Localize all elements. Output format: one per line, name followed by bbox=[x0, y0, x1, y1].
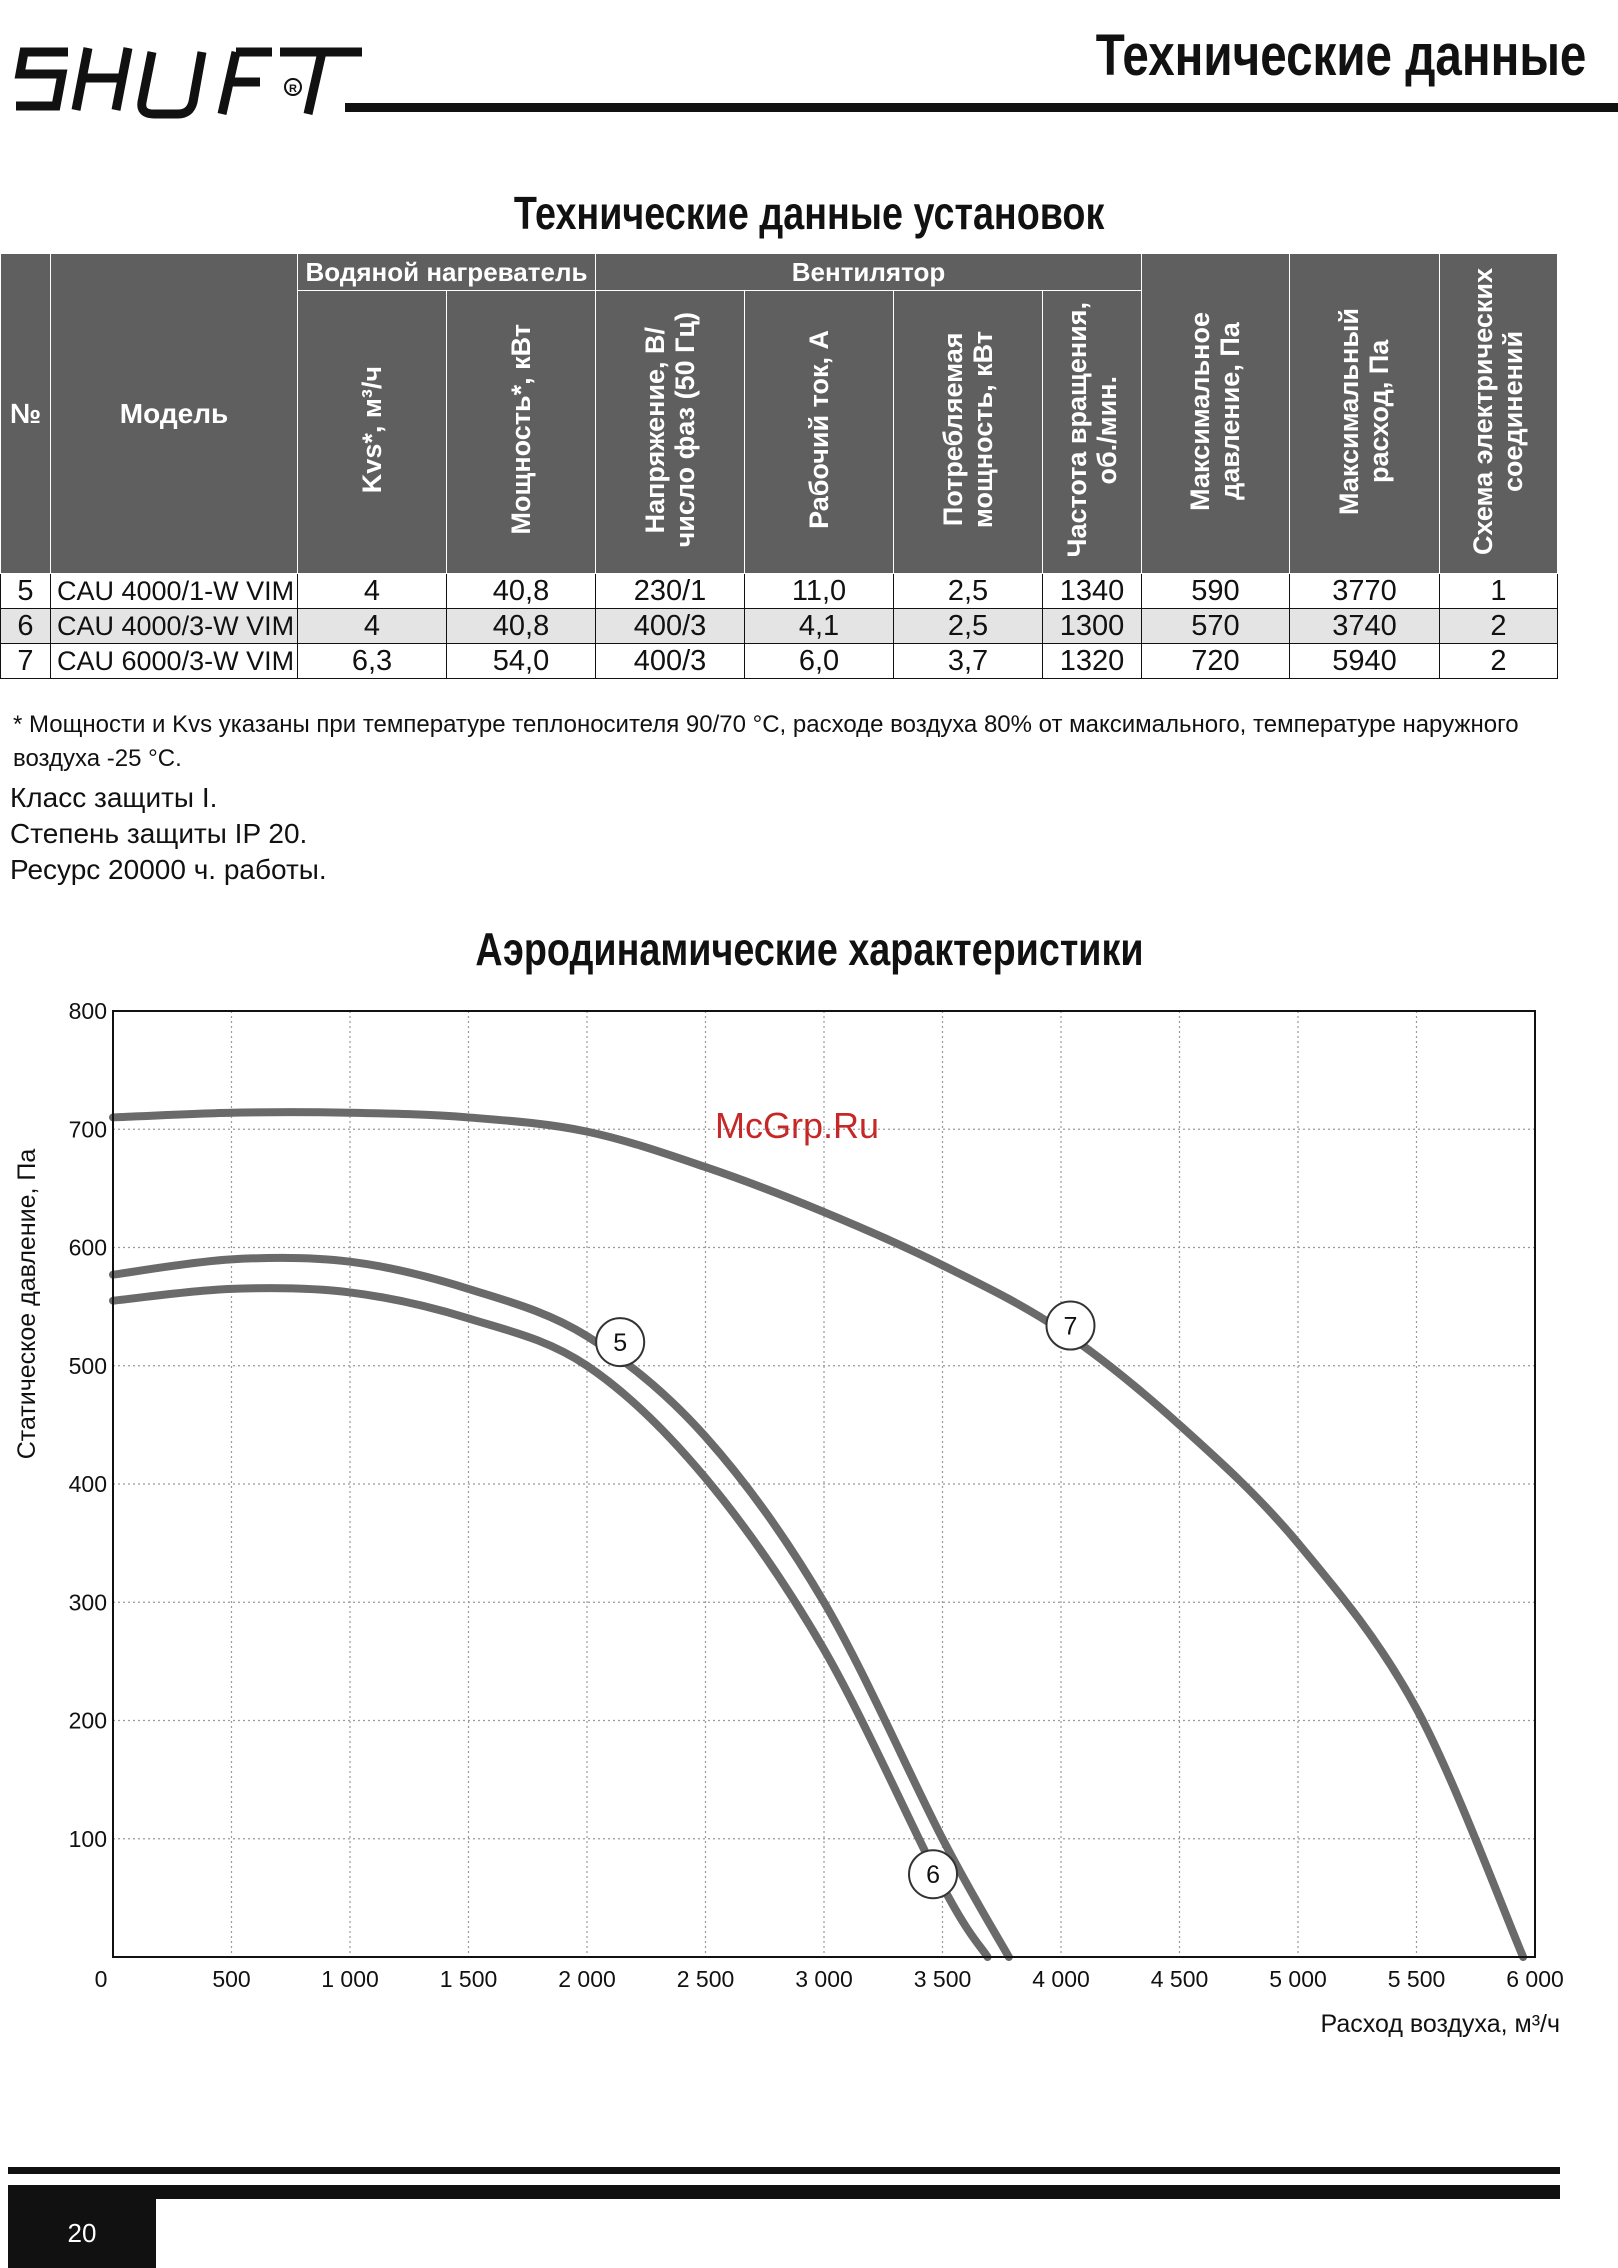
table-section-title-text: Технические данные установок bbox=[513, 187, 1105, 239]
shuft-logo bbox=[10, 30, 370, 140]
cell-rpm: 1300 bbox=[1043, 609, 1142, 644]
col-header-heat-power bbox=[447, 291, 596, 574]
y-tick-label: 600 bbox=[68, 1234, 107, 1261]
y-tick-label: 100 bbox=[68, 1825, 107, 1852]
col-header-max-flow-text: Максимальный расход, Па bbox=[1334, 307, 1395, 515]
col-header-rpm-text: Частота вращения, об./мин. bbox=[1061, 301, 1122, 558]
cell-current: 6,0 bbox=[745, 644, 894, 679]
y-tick-label: 400 bbox=[68, 1471, 107, 1497]
cell-kvs: 4 bbox=[298, 609, 447, 644]
col-header-kvs-text: Kvs*, м³/ч bbox=[356, 365, 387, 494]
col-header-kvs bbox=[298, 291, 447, 574]
table-section-title bbox=[0, 186, 1618, 240]
cell-voltage: 400/3 bbox=[596, 644, 745, 679]
cell-max-pressure: 590 bbox=[1142, 574, 1290, 609]
cell-current: 4,1 bbox=[745, 609, 894, 644]
cell-max-pressure: 720 bbox=[1142, 644, 1290, 679]
page-header-title: Технические данные bbox=[1095, 23, 1586, 88]
cell-no: 5 bbox=[1, 574, 51, 609]
curve-series-6 bbox=[113, 1288, 988, 1957]
x-tick-label: 2 500 bbox=[676, 1966, 735, 1992]
y-tick-label: 200 bbox=[68, 1707, 107, 1734]
cell-consumed-power: 3,7 bbox=[894, 644, 1043, 679]
page-number: 20 bbox=[8, 2199, 156, 2268]
cell-heat-power: 40,8 bbox=[447, 574, 596, 609]
cell-current: 11,0 bbox=[745, 574, 894, 609]
cell-max-pressure: 570 bbox=[1142, 609, 1290, 644]
x-tick-label: 5 000 bbox=[1269, 1966, 1327, 1992]
x-tick-label: 4 000 bbox=[1032, 1966, 1090, 1992]
x-tick-label: 500 bbox=[212, 1966, 251, 1992]
header-rule bbox=[345, 103, 1618, 112]
x-tick-label: 0 bbox=[94, 1966, 108, 1992]
cell-voltage: 400/3 bbox=[596, 609, 745, 644]
cell-rpm: 1320 bbox=[1043, 644, 1142, 679]
col-header-current bbox=[745, 291, 894, 574]
col-header-voltage-text: Напряжение, В/ число фаз (50 Гц) bbox=[639, 311, 700, 548]
spec-table bbox=[0, 253, 1558, 679]
table-row bbox=[1, 609, 1558, 644]
col-header-consumed-power-text: Потребляемая мощность, кВт bbox=[937, 330, 998, 529]
group-header-fan: Вентилятор bbox=[596, 254, 1142, 291]
y-tick-label: 700 bbox=[68, 1116, 107, 1143]
chart-section-title bbox=[0, 922, 1618, 976]
col-header-model: Модель bbox=[51, 254, 298, 574]
aerodynamic-chart bbox=[0, 990, 1618, 2040]
x-tick-label: 3 500 bbox=[913, 1966, 972, 1992]
cell-heat-power: 40,8 bbox=[447, 609, 596, 644]
cell-max-flow: 5940 bbox=[1290, 644, 1440, 679]
series-label-6: 6 bbox=[926, 1861, 940, 1890]
footer-rule-thick bbox=[8, 2185, 1560, 2199]
cell-heat-power: 54,0 bbox=[447, 644, 596, 679]
y-tick-label: 800 bbox=[68, 998, 107, 1024]
curve-series-7 bbox=[113, 1112, 1523, 1957]
cell-model: CAU 6000/3-W VIM bbox=[51, 644, 298, 679]
col-header-voltage bbox=[596, 291, 745, 574]
watermark: McGrp.Ru bbox=[715, 1105, 880, 1146]
x-tick-label: 5 500 bbox=[1387, 1966, 1446, 1992]
series-label-7: 7 bbox=[1063, 1312, 1078, 1341]
cell-max-flow: 3770 bbox=[1290, 574, 1440, 609]
note-protection-class: Класс защиты I. bbox=[10, 782, 218, 813]
note-ip-rating: Степень защиты IP 20. bbox=[10, 818, 308, 849]
chart-curves bbox=[113, 1112, 1523, 1957]
cell-no: 7 bbox=[1, 644, 51, 679]
cell-kvs: 4 bbox=[298, 574, 447, 609]
cell-wiring: 2 bbox=[1440, 609, 1558, 644]
y-axis-label: Статическое давление, Па bbox=[13, 1148, 41, 1460]
col-header-no: № bbox=[1, 254, 51, 574]
cell-max-flow: 3740 bbox=[1290, 609, 1440, 644]
y-tick-label: 500 bbox=[68, 1352, 107, 1379]
col-header-wiring-text: Схема электрических соединений bbox=[1468, 267, 1529, 555]
curve-series-5 bbox=[113, 1258, 1009, 1957]
col-header-heat-power-text: Мощность*, кВт bbox=[505, 324, 536, 535]
col-header-consumed-power bbox=[894, 291, 1043, 574]
cell-wiring: 2 bbox=[1440, 644, 1558, 679]
x-tick-label: 4 500 bbox=[1150, 1966, 1209, 1992]
x-tick-label: 1 500 bbox=[439, 1966, 498, 1992]
col-header-current-text: Рабочий ток, А bbox=[803, 330, 834, 529]
footer-rule-thin bbox=[8, 2167, 1560, 2174]
col-header-wiring bbox=[1440, 254, 1558, 574]
x-tick-label: 6 000 bbox=[1506, 1966, 1564, 1992]
x-tick-label: 2 000 bbox=[558, 1966, 616, 1992]
x-tick-label: 3 000 bbox=[795, 1966, 853, 1992]
cell-model: CAU 4000/1-W VIM bbox=[51, 574, 298, 609]
table-row bbox=[1, 644, 1558, 679]
series-label-5: 5 bbox=[613, 1329, 628, 1358]
cell-wiring: 1 bbox=[1440, 574, 1558, 609]
group-header-heater: Водяной нагреватель bbox=[298, 254, 596, 291]
cell-model: CAU 4000/3-W VIM bbox=[51, 609, 298, 644]
col-header-max-pressure bbox=[1142, 254, 1290, 574]
cell-voltage: 230/1 bbox=[596, 574, 745, 609]
chart-section-title-text: Аэродинамические характеристики bbox=[474, 923, 1144, 975]
cell-kvs: 6,3 bbox=[298, 644, 447, 679]
note-service-life: Ресурс 20000 ч. работы. bbox=[10, 854, 327, 885]
chart-ticks bbox=[69, 998, 1564, 1992]
col-header-max-pressure-text: Максимальное давление, Па bbox=[1185, 311, 1246, 511]
cell-consumed-power: 2,5 bbox=[894, 609, 1043, 644]
cell-consumed-power: 2,5 bbox=[894, 574, 1043, 609]
cell-rpm: 1340 bbox=[1043, 574, 1142, 609]
y-tick-label: 300 bbox=[68, 1589, 107, 1616]
svg-text:R: R bbox=[289, 83, 297, 95]
col-header-rpm bbox=[1043, 291, 1142, 574]
table-row bbox=[1, 574, 1558, 609]
x-tick-label: 1 000 bbox=[321, 1966, 379, 1992]
x-axis-label: Расход воздуха, м³/ч bbox=[1320, 2010, 1560, 2038]
cell-no: 6 bbox=[1, 609, 51, 644]
chart-grid bbox=[113, 1011, 1535, 1957]
footnote: * Мощности и Kvs указаны при температуре теплоносителя 90/70 °С, расходе воздуха 80% от максимального, температуре наружного воздуха -25 °С. bbox=[13, 711, 1519, 772]
col-header-max-flow bbox=[1290, 254, 1440, 574]
